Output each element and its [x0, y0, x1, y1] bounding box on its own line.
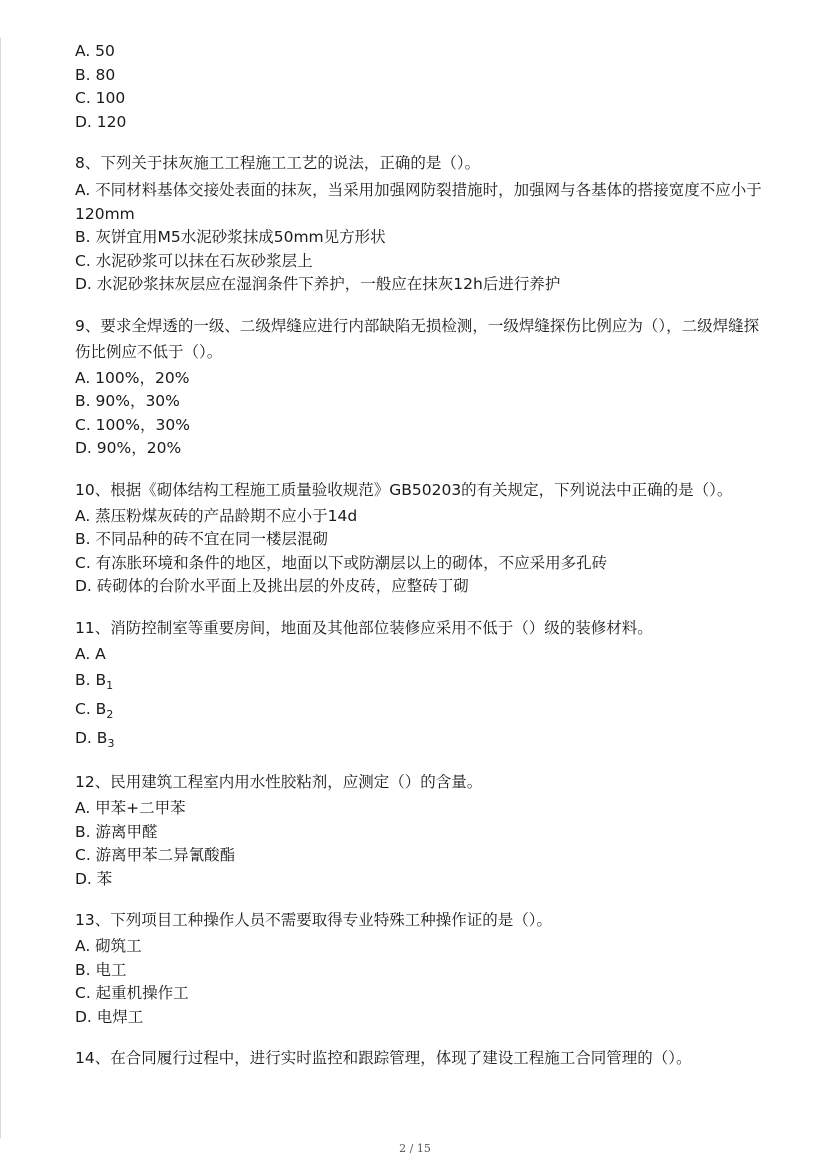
document-body	[75, 40, 765, 1073]
question-stem: 13、下列项目工种操作人员不需要取得专业特殊工种操作证的是（）。	[75, 911, 552, 929]
option-a: A. 砌筑工	[75, 937, 142, 955]
option-c: C. 水泥砂浆可以抹在石灰砂浆层上	[75, 251, 313, 270]
page-left-border	[0, 38, 1, 1138]
subscript: 2	[106, 708, 114, 721]
question-stem: 9、要求全焊透的一级、二级焊缝应进行内部缺陷无损检测，一级焊缝探伤比例应为（），二级焊缝探伤比例应不低于（）。	[75, 316, 760, 361]
option-text: C. B	[75, 700, 107, 718]
option-d: D. 苯	[75, 869, 113, 888]
question-stem: 11、消防控制室等重要房间，地面及其他部位装修应采用不低于（）级的装修材料。	[75, 618, 653, 637]
option-b: B. 游离甲醛	[75, 822, 158, 841]
option-d: D. 水泥砂浆抹灰层应在湿润条件下养护，一般应在抹灰12h后进行养护	[75, 275, 561, 293]
question-10	[75, 477, 765, 599]
option-b: B. 电工	[75, 960, 127, 979]
option-c: C. 100	[75, 89, 126, 107]
option-c: C. 游离甲苯二异氰酸酯	[75, 846, 236, 864]
question-11	[75, 615, 765, 754]
option-text: A. A	[75, 644, 106, 663]
subscript: 1	[106, 679, 114, 692]
option-a: A. 50	[75, 42, 115, 60]
option-b: B. 不同品种的砖不宜在同一楼层混砌	[75, 530, 328, 548]
option-text: D. B	[75, 729, 108, 747]
page-number: 2 / 15	[399, 1142, 431, 1155]
question-stem: 12、民用建筑工程室内用水性胶粘剂，应测定（）的含量。	[75, 773, 483, 791]
option-b: B. 90%，30%	[75, 392, 180, 410]
option-d: D. 砖砌体的台阶水平面上及挑出层的外皮砖，应整砖丁砌	[75, 577, 469, 595]
previous-question-options	[75, 40, 765, 134]
option-a: A. 100%，20%	[75, 368, 190, 387]
option-a: A. 蒸压粉煤灰砖的产品龄期不应小于14d	[75, 506, 358, 525]
question-stem: 10、根据《砌体结构工程施工质量验收规范》GB50203的有关规定，下列说法中正确的是（）。	[75, 480, 733, 499]
option-d: D. 120	[75, 112, 127, 131]
option-a: A. 甲苯+二甲苯	[75, 799, 186, 817]
question-9	[75, 313, 765, 461]
question-8	[75, 150, 765, 297]
option-a	[75, 643, 765, 667]
subscript: 3	[107, 737, 115, 750]
option-d: D. 电焊工	[75, 1007, 144, 1026]
question-stem: 14、在合同履行过程中，进行实时监控和跟踪管理，体现了建设工程施工合同管理的（）。	[75, 1049, 692, 1067]
question-stem: 8、下列关于抹灰施工工程施工工艺的说法，正确的是（）。	[75, 154, 481, 172]
option-d: D. 90%，20%	[75, 439, 182, 457]
option-c: C. 起重机操作工	[75, 984, 189, 1002]
option-c: C. 100%，30%	[75, 415, 190, 434]
question-12	[75, 769, 765, 891]
option-c	[75, 695, 765, 724]
option-b: B. 灰饼宜用M5水泥砂浆抹成50mm见方形状	[75, 228, 386, 246]
option-b: B. 80	[75, 65, 116, 84]
option-a: A. 不同材料基体交接处表面的抹灰，当采用加强网防裂措施时，加强网与各基体的搭接宽度不应小于120mm	[75, 181, 762, 223]
question-13	[75, 907, 765, 1029]
option-c: C. 有冻胀环境和条件的地区，地面以下或防潮层以上的砌体，不应采用多孔砖	[75, 553, 608, 572]
option-b	[75, 666, 765, 695]
option-text: B. B	[75, 671, 107, 689]
question-14	[75, 1045, 765, 1071]
option-d	[75, 724, 765, 753]
